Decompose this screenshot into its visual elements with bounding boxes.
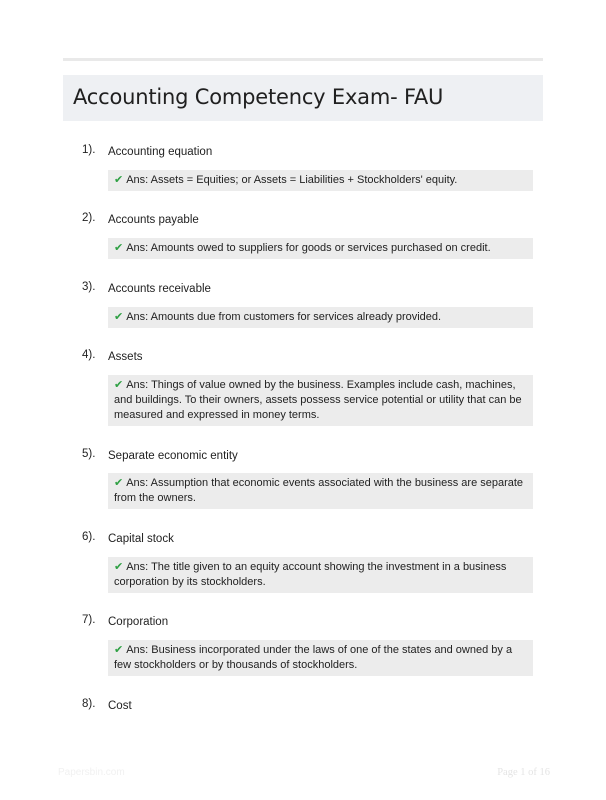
checkmark-icon: ✔: [114, 173, 124, 186]
answer-box: [108, 375, 533, 426]
answer-text: Ans: The title given to an equity account showing the investment in a business corporation by its stockholders.: [114, 561, 507, 588]
answer-text: Ans: Business incorporated under the laws of one of the states and owned by a few stockholders or by thousands of stockholders.: [114, 644, 513, 671]
page-indicator: Page 1 of 16: [497, 767, 550, 778]
answer-box: [108, 238, 533, 259]
footer-watermark: Papersbin.com: [58, 767, 125, 778]
answer-text: Ans: Amounts owed to suppliers for goods or services purchased on credit.: [126, 242, 491, 254]
checkmark-icon: ✔: [114, 378, 124, 391]
question-term: Assets: [108, 351, 143, 363]
checkmark-icon: ✔: [114, 643, 124, 656]
question-term: Separate economic entity: [108, 450, 238, 462]
answer-box: [108, 307, 533, 328]
question-number: 6).: [82, 531, 96, 543]
question-term: Cost: [108, 700, 132, 712]
answer-box: [108, 640, 533, 676]
question-term: Corporation: [108, 616, 169, 628]
answer-box: [108, 473, 533, 509]
question-number: 7).: [82, 614, 96, 626]
checkmark-icon: ✔: [114, 476, 124, 489]
checkmark-icon: ✔: [114, 560, 124, 573]
answer-box: [108, 557, 533, 593]
checkmark-icon: ✔: [114, 310, 124, 323]
question-number: 3).: [82, 281, 96, 293]
question-number: 4).: [82, 349, 96, 361]
page-title: Accounting Competency Exam- FAU: [73, 85, 444, 109]
top-divider: [63, 58, 543, 61]
question-term: Accounts receivable: [108, 283, 211, 295]
question-term: Capital stock: [108, 533, 174, 545]
checkmark-icon: ✔: [114, 241, 124, 254]
question-number: 8).: [82, 698, 96, 710]
question-number: 2).: [82, 212, 96, 224]
answer-text: Ans: Assumption that economic events associated with the business are separate from the owners.: [114, 477, 524, 504]
question-number: 1).: [82, 144, 96, 156]
question-number: 5).: [82, 448, 96, 460]
answer-text: Ans: Amounts due from customers for services already provided.: [126, 311, 442, 323]
question-term: Accounting equation: [108, 146, 213, 158]
answer-text: Ans: Assets = Equities; or Assets = Liabilities + Stockholders' equity.: [126, 174, 458, 186]
question-term: Accounts payable: [108, 214, 199, 226]
answer-text: Ans: Things of value owned by the business. Examples include cash, machines, and buildings. To their owners, assets possess service potential or utility that can be measured and expressed in money terms.: [114, 379, 522, 421]
answer-box: [108, 170, 533, 191]
title-banner: [63, 75, 543, 121]
